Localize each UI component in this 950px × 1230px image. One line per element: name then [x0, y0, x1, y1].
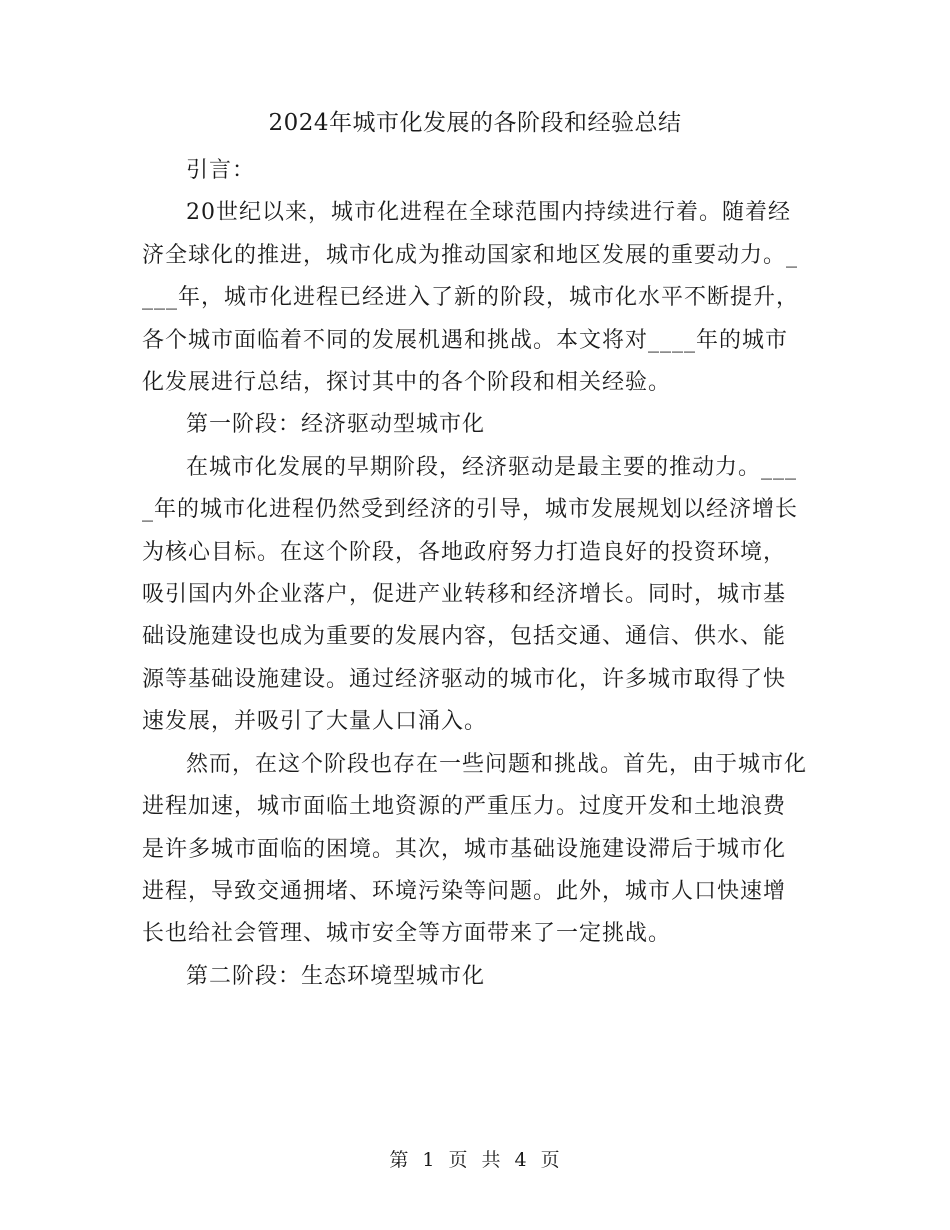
stage-one-paragraph: 在城市化发展的早期阶段，经济驱动是最主要的推动力。____年的城市化进程仍然受到经济的引导，城市发展规划以经济增长为核心目标。在这个阶段，各地政府努力打造良好的投资环境，吸引国内外企业落户，促进产业转移和经济增长。同时，城市基础设施建设也成为重要的发展内容，包括交通、通信、供水、能源等基础设施建设。通过经济驱动的城市化，许多城市取得了快速发展，并吸引了大量人口涌入。 [142, 454, 799, 735]
stage-one-challenges-paragraph: 然而，在这个阶段也存在一些问题和挑战。首先，由于城市化进程加速，城市面临土地资源的严重压力。过度开发和土地浪费是许多城市面临的困境。其次，城市基础设施建设滞后于城市化进程，导致交通拥堵、环境污染等问题。此外，城市人口快速增长也给社会管理、城市安全等方面带来了一定挑战。 [142, 751, 808, 947]
document-body [142, 150, 808, 998]
stage-one-heading: 第一阶段：经济驱动型城市化 [186, 412, 486, 438]
stage-two-heading: 第二阶段：生态环境型城市化 [186, 963, 486, 989]
page-footer: 第 1 页 共 4 页 [389, 1149, 561, 1171]
intro-heading: 引言： [186, 158, 256, 183]
document-title: 2024年城市化发展的各阶段和经验总结 [268, 110, 682, 136]
intro-paragraph: 20世纪以来，城市化进程在全球范围内持续进行着。随着经济全球化的推进，城市化成为推动国家和地区发展的重要动力。____年，城市化进程已经进入了新的阶段，城市化水平不断提升，各个城市面临着不同的发展机遇和挑战。本文将对____年的城市化发展进行总结，探讨其中的各个阶段和相关经验。 [142, 200, 800, 396]
